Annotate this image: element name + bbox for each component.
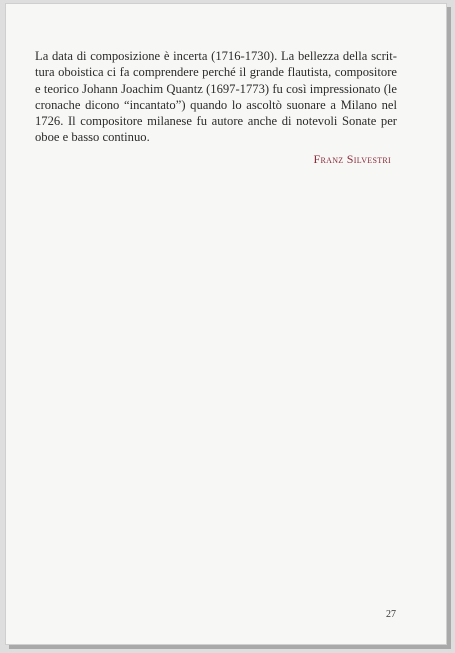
paragraph-line: e teorico Johann Joachim Quantz (1697-1773) fu così impressionato (le bbox=[35, 81, 397, 96]
book-page bbox=[5, 3, 447, 645]
author-signature: Franz Silvestri bbox=[313, 152, 391, 166]
page-number: 27 bbox=[386, 609, 396, 620]
paragraph-line: 1726. Il compositore milanese fu autore anche di notevoli Sonate per bbox=[35, 114, 397, 129]
paragraph-line: oboe e basso continuo. bbox=[35, 130, 150, 145]
paragraph-line: tura oboistica ci fa comprendere perché il grande flautista, compositore bbox=[35, 65, 397, 80]
paragraph-line: cronache dicono “incantato”) quando lo ascoltò suonare a Milano nel bbox=[35, 97, 397, 112]
paragraph-line: La data di composizione è incerta (1716-1730). La bellezza della scrit- bbox=[35, 49, 397, 63]
body-paragraph bbox=[35, 48, 397, 146]
